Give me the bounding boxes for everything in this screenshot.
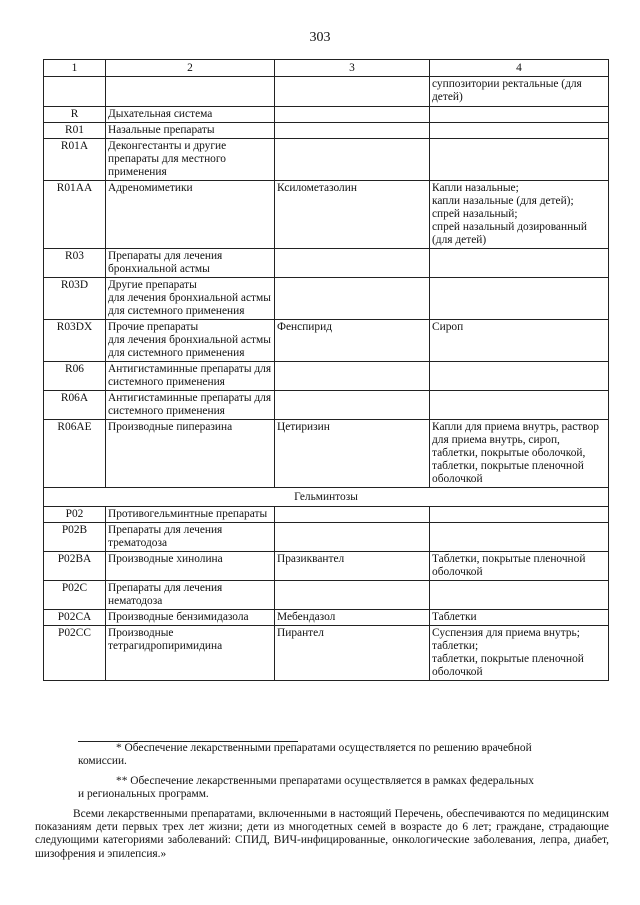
table-cell-col2: Антигистаминные препараты для системного применения: [106, 362, 275, 391]
section-title: Гельминтозы: [44, 488, 609, 507]
table-cell-col4: [430, 107, 609, 123]
table-cell-col4: [430, 507, 609, 523]
table-cell-col4: суппозитории ректальные (для детей): [430, 77, 609, 107]
page-number: 303: [309, 30, 331, 45]
table-cell-col1: [44, 77, 106, 107]
section-body: [44, 488, 609, 507]
table-row: [44, 320, 609, 362]
table-cell-col4: Капли назальные; капли назальные (для детей); спрей назальный; спрей назальный дозированный (для детей): [430, 181, 609, 249]
footnotes: [35, 741, 609, 861]
table-cell-col1: R01: [44, 123, 106, 139]
table-cell-col1: R03D: [44, 278, 106, 320]
table-cell-col1: R06AE: [44, 420, 106, 488]
table-cell-col2: Производные бензимидазола: [106, 610, 275, 626]
footnote-2: ** Обеспечение лекарственными препаратами осуществляется в рамках федеральных и региональных программ.: [78, 774, 534, 801]
table-cell-col4: Капли для приема внутрь, раствор для приема внутрь, сироп, таблетки, покрытые оболочкой, таблетки, покрытые пленочной оболочкой: [430, 420, 609, 488]
table-cell-col4: Таблетки, покрытые пленочной оболочкой: [430, 552, 609, 581]
table-row: [44, 581, 609, 610]
table-cell-col3: [275, 249, 430, 278]
table-cell-col3: [275, 507, 430, 523]
table-cell-col1: P02: [44, 507, 106, 523]
table-cell-col3: [275, 77, 430, 107]
table-cell-col3: [275, 362, 430, 391]
section-row: [44, 488, 609, 507]
table-cell-col1: R01AA: [44, 181, 106, 249]
table-cell-col3: Фенспирид: [275, 320, 430, 362]
table-cell-col3: [275, 107, 430, 123]
table-row: [44, 420, 609, 488]
table-body: [44, 60, 609, 488]
table-cell-col2: Прочие препараты для лечения бронхиальной астмы для системного применения: [106, 320, 275, 362]
table-cell-col3: [275, 391, 430, 420]
table-cell-col3: Цетиризин: [275, 420, 430, 488]
table-cell-col4: [430, 249, 609, 278]
table-row: [44, 626, 609, 681]
table-row: [44, 610, 609, 626]
table-cell-col1: P02CC: [44, 626, 106, 681]
table-cell-col2: Деконгестанты и другие препараты для местного применения: [106, 139, 275, 181]
table-cell-col3: Пирантел: [275, 626, 430, 681]
table-cell-col4: [430, 581, 609, 610]
table-cell-col3: Празиквантел: [275, 552, 430, 581]
header-cell-2: 2: [106, 60, 275, 77]
table-cell-col3: Мебендазол: [275, 610, 430, 626]
coverage-paragraph: Всеми лекарственными препаратами, включенными в настоящий Перечень, обеспечиваются по медицинским показаниям дети первых трех лет жизни; дети из многодетных семей в возрасте до 6 лет; граждане, страдающие следующими категориями заболеваний: СПИД, ВИЧ-инфицированные, онкологические заболевания, лепра, диабет, шизофрения и эпилепсия.»: [35, 807, 609, 860]
table-row: [44, 77, 609, 107]
table-cell-col2: Производные пиперазина: [106, 420, 275, 488]
table-header-row: [44, 60, 609, 77]
table-cell-col1: P02BA: [44, 552, 106, 581]
table-cell-col1: R03DX: [44, 320, 106, 362]
table-cell-col4: [430, 139, 609, 181]
table-cell-col2: Другие препараты для лечения бронхиальной астмы для системного применения: [106, 278, 275, 320]
table-cell-col2: Препараты для лечения трематодоза: [106, 523, 275, 552]
table-cell-col2: Назальные препараты: [106, 123, 275, 139]
table-cell-col4: Суспензия для приема внутрь; таблетки; таблетки, покрытые пленочной оболочкой: [430, 626, 609, 681]
table-cell-col1: P02CA: [44, 610, 106, 626]
table-cell-col1: R06: [44, 362, 106, 391]
footnote-1: * Обеспечение лекарственными препаратами осуществляется по решению врачебной комиссии.: [78, 742, 532, 768]
table-cell-col2: Производные хинолина: [106, 552, 275, 581]
drug-list-table: [43, 59, 609, 681]
table-cell-col4: Сироп: [430, 320, 609, 362]
table-cell-col4: [430, 391, 609, 420]
table-row: [44, 362, 609, 391]
table-cell-col1: P02C: [44, 581, 106, 610]
table-body-helminth: [44, 507, 609, 681]
table-row: [44, 181, 609, 249]
table-cell-col1: P02B: [44, 523, 106, 552]
header-cell-4: 4: [430, 60, 609, 77]
table-cell-col4: [430, 123, 609, 139]
table-row: [44, 523, 609, 552]
table-cell-col3: Ксилометазолин: [275, 181, 430, 249]
table-row: [44, 249, 609, 278]
table-cell-col3: [275, 139, 430, 181]
table-cell-col4: Таблетки: [430, 610, 609, 626]
table-cell-col3: [275, 523, 430, 552]
table-cell-col1: R: [44, 107, 106, 123]
table-cell-col2: Производные тетрагидропиримидина: [106, 626, 275, 681]
table-cell-col1: R01A: [44, 139, 106, 181]
table-cell-col2: [106, 77, 275, 107]
table-cell-col2: Антигистаминные препараты для системного применения: [106, 391, 275, 420]
table-cell-col1: R06A: [44, 391, 106, 420]
table-cell-col2: Противогельминтные препараты: [106, 507, 275, 523]
table-cell-col4: [430, 278, 609, 320]
table-cell-col2: Дыхательная система: [106, 107, 275, 123]
table-cell-col3: [275, 581, 430, 610]
table-row: [44, 552, 609, 581]
table-cell-col4: [430, 523, 609, 552]
table-row: [44, 107, 609, 123]
table-cell-col3: [275, 278, 430, 320]
table-cell-col4: [430, 362, 609, 391]
table-row: [44, 391, 609, 420]
table-cell-col3: [275, 123, 430, 139]
header-cell-3: 3: [275, 60, 430, 77]
table-row: [44, 139, 609, 181]
header-cell-1: 1: [44, 60, 106, 77]
table-row: [44, 278, 609, 320]
table-row: [44, 507, 609, 523]
table-cell-col1: R03: [44, 249, 106, 278]
table-row: [44, 123, 609, 139]
table-cell-col2: Адреномиметики: [106, 181, 275, 249]
table-cell-col2: Препараты для лечения нематодоза: [106, 581, 275, 610]
table-cell-col2: Препараты для лечения бронхиальной астмы: [106, 249, 275, 278]
